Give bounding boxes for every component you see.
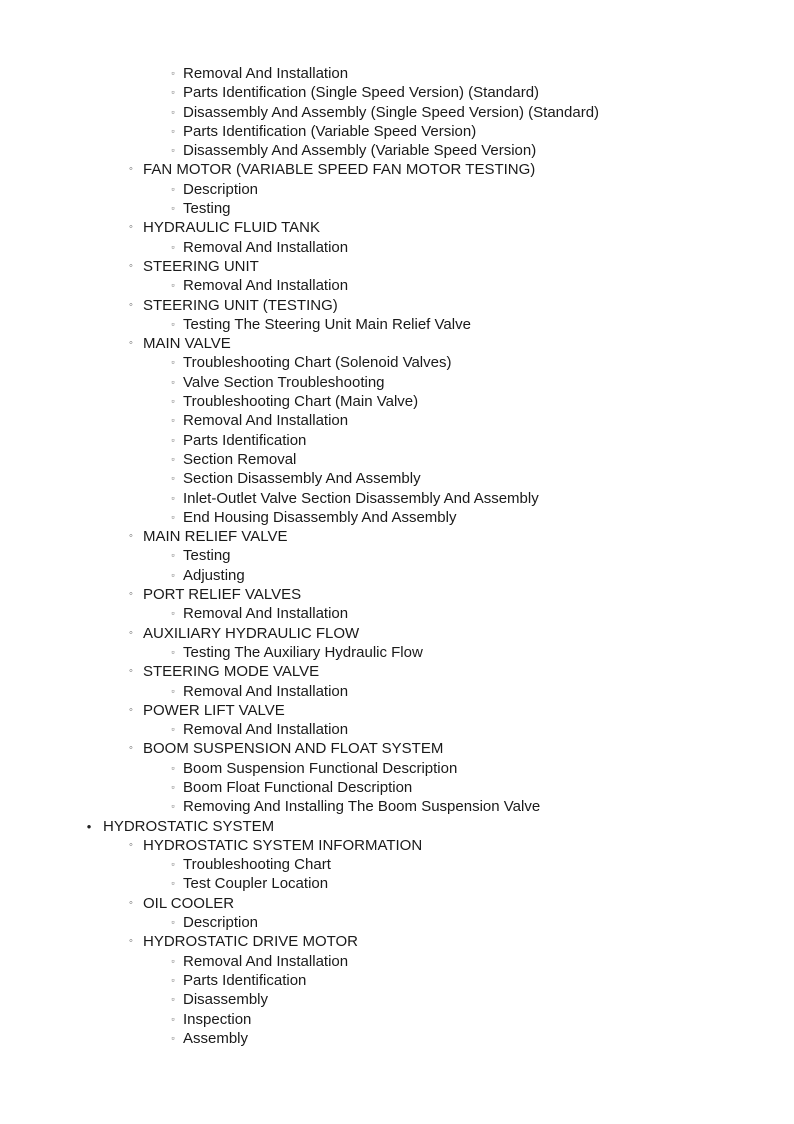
square-bullet-icon: ▫ [171, 241, 175, 252]
list-item-label: Boom Float Functional Description [183, 778, 413, 796]
square-bullet-icon: ▫ [171, 608, 175, 619]
square-bullet-icon: ▫ [171, 646, 175, 657]
hollow-bullet-icon: ◦ [129, 259, 133, 272]
list-item-label: Assembly [183, 1029, 249, 1047]
list-item-label: Parts Identification [183, 971, 307, 989]
list-item-label: End Housing Disassembly And Assembly [183, 508, 457, 526]
list-item-label: Testing The Auxiliary Hydraulic Flow [183, 643, 423, 661]
list-item-label: STEERING UNIT [143, 257, 259, 275]
list-item-label: Troubleshooting Chart (Main Valve) [183, 393, 419, 411]
square-bullet-icon: ▫ [171, 318, 175, 329]
list-item-label: AUXILIARY HYDRAULIC FLOW [143, 624, 360, 642]
list-item-label: Adjusting [183, 566, 245, 584]
square-bullet-icon: ▫ [171, 569, 175, 580]
list-item-label: Boom Suspension Functional Description [183, 759, 458, 777]
list-item-label: Removal And Installation [183, 412, 349, 430]
square-bullet-icon: ▫ [171, 396, 175, 407]
square-bullet-icon: ▫ [171, 434, 175, 445]
list-item-label: STEERING UNIT (TESTING) [143, 296, 338, 314]
square-bullet-icon: ▫ [171, 550, 175, 561]
square-bullet-icon: ▫ [171, 801, 175, 812]
list-item-label: MAIN VALVE [143, 335, 231, 353]
list-item-label: Testing [183, 200, 231, 218]
square-bullet-icon: ▫ [171, 762, 175, 773]
list-item-label: Removal And Installation [183, 682, 349, 700]
hollow-bullet-icon: ◦ [129, 530, 133, 543]
list-item-label: Inspection [183, 1010, 252, 1028]
square-bullet-icon: ▫ [171, 994, 175, 1005]
hollow-bullet-icon: ◦ [129, 588, 133, 601]
square-bullet-icon: ▫ [171, 106, 175, 117]
list-item-label: Test Coupler Location [183, 875, 329, 893]
square-bullet-icon: ▫ [171, 68, 175, 78]
list-item-label: Valve Section Troubleshooting [183, 373, 385, 391]
list-item-label: STEERING MODE VALVE [143, 663, 320, 681]
list-item-label: POWER LIFT VALVE [143, 701, 285, 719]
square-bullet-icon: ▫ [171, 87, 175, 98]
list-item-label: Removing And Installing The Boom Suspension Valve [183, 798, 541, 816]
list-item-label: Disassembly And Assembly (Single Speed Version) (Standard) [183, 103, 600, 121]
list-item-label: Description [183, 914, 259, 932]
list-item-label: MAIN RELIEF VALVE [143, 528, 288, 546]
list-item-label: Description [183, 180, 259, 198]
list-item-label: Inlet-Outlet Valve Section Disassembly And Assembly [183, 489, 539, 507]
hollow-bullet-icon: ◦ [129, 337, 133, 350]
hollow-bullet-icon: ◦ [129, 838, 133, 851]
list-item-label: OIL COOLER [143, 894, 235, 912]
hollow-bullet-icon: ◦ [129, 626, 133, 639]
square-bullet-icon: ▫ [171, 415, 175, 426]
square-bullet-icon: ▫ [171, 280, 175, 291]
square-bullet-icon: ▫ [171, 183, 175, 194]
square-bullet-icon: ▫ [171, 685, 175, 696]
hollow-bullet-icon: ◦ [129, 896, 133, 909]
list-item-label: HYDROSTATIC SYSTEM INFORMATION [143, 836, 423, 854]
square-bullet-icon: ▫ [171, 357, 175, 368]
square-bullet-icon: ▫ [171, 1032, 175, 1043]
list-item-label: Removal And Installation [183, 605, 349, 623]
hollow-bullet-icon: ◦ [129, 742, 133, 755]
list-item-label: Disassembly [183, 991, 269, 1009]
square-bullet-icon: ▫ [171, 453, 175, 464]
square-bullet-icon: ▫ [171, 203, 175, 214]
hollow-bullet-icon: ◦ [129, 163, 133, 176]
square-bullet-icon: ▫ [171, 1013, 175, 1024]
list-item-label: Disassembly And Assembly (Variable Speed Version) [183, 142, 537, 160]
list-item-label: Parts Identification (Single Speed Version) (Standard) [183, 84, 540, 102]
list-item-label: HYDROSTATIC DRIVE MOTOR [143, 933, 359, 951]
list-item-label: Removal And Installation [183, 238, 349, 256]
list-item-label: BOOM SUSPENSION AND FLOAT SYSTEM [143, 740, 444, 758]
square-bullet-icon: ▫ [171, 955, 175, 966]
list-item-label: Testing The Steering Unit Main Relief Valve [183, 315, 471, 333]
list-item-label: PORT RELIEF VALVES [143, 586, 302, 604]
list-item-label: Troubleshooting Chart [183, 856, 331, 874]
square-bullet-icon: ▫ [171, 473, 175, 484]
hollow-bullet-icon: ◦ [129, 703, 133, 716]
list-item-label: Removal And Installation [183, 952, 349, 970]
bullet-icon: • [86, 818, 92, 834]
square-bullet-icon: ▫ [171, 878, 175, 889]
square-bullet-icon: ▫ [171, 145, 175, 156]
square-bullet-icon: ▫ [171, 917, 175, 928]
list-item-label: HYDROSTATIC SYSTEM [103, 817, 275, 835]
list-item-label: FAN MOTOR (VARIABLE SPEED FAN MOTOR TESTING) [143, 161, 536, 179]
list-item-label: Removal And Installation [183, 721, 349, 739]
list-item-label: Section Disassembly And Assembly [183, 470, 421, 488]
square-bullet-icon: ▫ [171, 511, 175, 522]
square-bullet-icon: ▫ [171, 125, 175, 136]
hollow-bullet-icon: ◦ [129, 221, 133, 234]
square-bullet-icon: ▫ [171, 974, 175, 985]
square-bullet-icon: ▫ [171, 492, 175, 503]
list-item-label: Removal And Installation [183, 277, 349, 295]
hollow-bullet-icon: ◦ [129, 935, 133, 948]
list-item-label: Section Removal [183, 450, 297, 468]
list-item-label: Removal And Installation [183, 65, 349, 82]
list-item-label: HYDRAULIC FLUID TANK [143, 219, 320, 237]
hollow-bullet-icon: ◦ [129, 298, 133, 311]
list-item-label: Parts Identification (Variable Speed Version) [183, 122, 477, 140]
hollow-bullet-icon: ◦ [129, 665, 133, 678]
square-bullet-icon: ▫ [171, 376, 175, 387]
square-bullet-icon: ▫ [171, 724, 175, 735]
square-bullet-icon: ▫ [171, 859, 175, 870]
list-item-label: Troubleshooting Chart (Solenoid Valves) [183, 354, 452, 372]
list-item-label: Parts Identification [183, 431, 307, 449]
square-bullet-icon: ▫ [171, 781, 175, 792]
list-item-label: Testing [183, 547, 231, 565]
